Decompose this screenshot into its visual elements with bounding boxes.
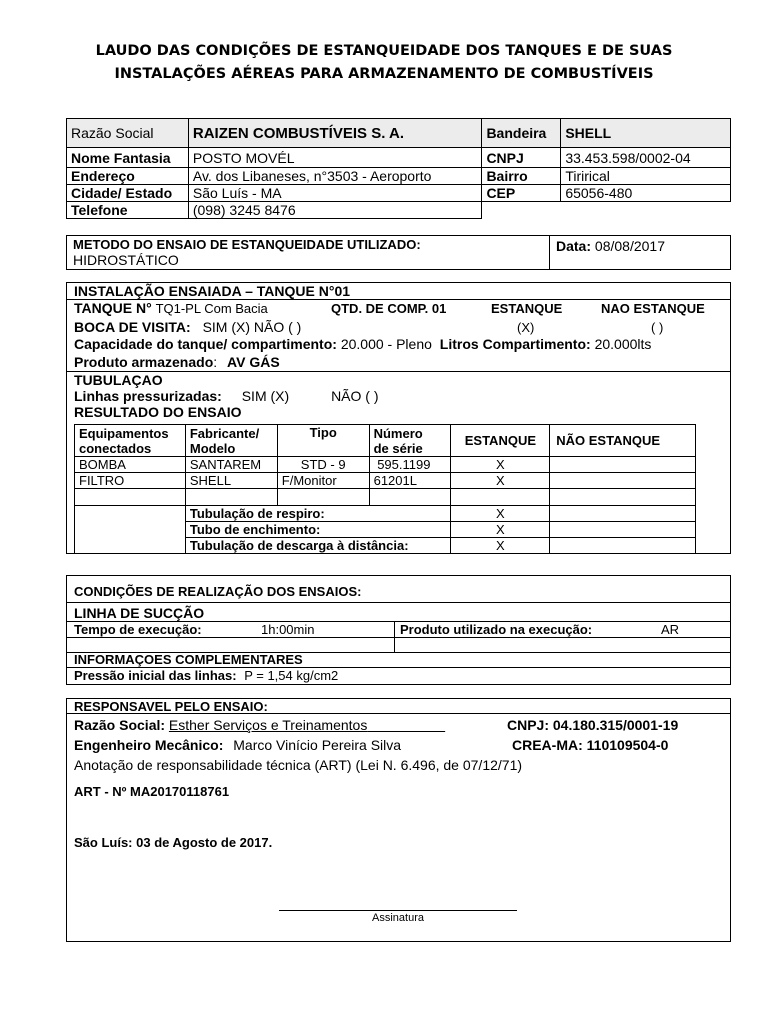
cell-estanque: X [451, 457, 550, 473]
engineer-label: Engenheiro Mecânico: [74, 737, 224, 753]
produto-armazenado [74, 354, 280, 370]
produto-label: Produto armazenado [74, 354, 214, 370]
bairro-value: Tirirical [561, 168, 731, 185]
cell-nao-estanque [550, 538, 696, 554]
nome-fantasia-value: POSTO MOVÉL [188, 148, 482, 168]
cell-tipo: STD - 9 [277, 457, 369, 473]
pressao-label: Pressão inicial das linhas: [74, 668, 237, 683]
resultado-heading: RESULTADO DO ENSAIO [74, 404, 242, 420]
test-date [556, 238, 665, 254]
cell-fab: SHELL [185, 473, 277, 489]
cell-empty [185, 489, 277, 506]
cell-nao-estanque [550, 506, 696, 522]
divider [67, 637, 730, 638]
boca-visita [74, 319, 301, 335]
col-estanque: ESTANQUE [451, 425, 550, 457]
empty-cell [561, 202, 731, 219]
telefone-label: Telefone [67, 202, 189, 219]
estanque-mark: (X) [517, 320, 535, 335]
cell-nao-estanque [550, 457, 696, 473]
cidade-estado-label: Cidade/ Estado [67, 185, 189, 202]
endereco-label: Endereço [67, 168, 189, 185]
linhas-sim: SIM (X) [241, 388, 290, 404]
cell-tipo: F/Monitor [277, 473, 369, 489]
results-table [74, 424, 696, 554]
tubulacao-heading: TUBULAÇAO [74, 372, 163, 388]
table-row [75, 457, 696, 473]
doc-title-line1: LAUDO DAS CONDIÇÕES DE ESTANQUEIDADE DOS TANQUES E DE SUAS [95, 43, 673, 59]
bandeira-label: Bandeira [482, 119, 561, 148]
tanque-label-group [74, 300, 268, 316]
nome-fantasia-label: Nome Fantasia [67, 148, 189, 168]
info-heading: INFORMAÇOES COMPLEMENTARES [74, 652, 303, 667]
capacidade [74, 336, 651, 352]
resp-cnpj: CNPJ: 04.180.315/0001-19 [507, 717, 679, 733]
extra-label: Tubo de enchimento: [185, 522, 451, 538]
cell-nao-estanque [550, 473, 696, 489]
produto-colon: : [213, 354, 218, 370]
cell-nao-estanque [550, 522, 696, 538]
resp-razao-value: Esther Serviços e Treinamentos [168, 717, 368, 733]
art-description: Anotação de responsabilidade técnica (ART) (Lei N. 6.496, de 07/12/71) [74, 757, 523, 773]
col-nao-estanque: NÃO ESTANQUE [550, 425, 696, 457]
method-box [66, 235, 731, 270]
col-fabricante-line2: Modelo [189, 440, 236, 456]
cell-estanque: X [451, 473, 550, 489]
cell-equip: BOMBA [75, 457, 186, 473]
cell-empty [451, 489, 550, 506]
responsible-heading: RESPONSAVEL PELO ENSAIO: [74, 699, 268, 714]
col-serie [369, 425, 451, 457]
extra-label: Tubulação de respiro: [185, 506, 451, 522]
produto-execucao-value: AR [661, 622, 680, 637]
linha-succao-heading: LINHA DE SUCÇÃO [74, 605, 205, 621]
divider [67, 371, 730, 372]
responsible-razao [74, 717, 445, 733]
cell-serie: 61201L [369, 473, 451, 489]
date-label: Data: [556, 238, 592, 254]
col-serie-line1: Número [373, 425, 423, 441]
razao-social-label: Razão Social [67, 119, 189, 148]
cell-equip: FILTRO [75, 473, 186, 489]
installation-box [66, 282, 731, 554]
nao-estanque-header: NAO ESTANQUE [601, 301, 705, 316]
crea: CREA-MA: 110109504-0 [512, 737, 669, 753]
engineer [74, 737, 401, 753]
cidade-estado-value: São Luís - MA [188, 185, 482, 202]
table-row [75, 489, 696, 506]
boca-visita-value: SIM (X) NÃO ( ) [202, 319, 302, 335]
endereco-value: Av. dos Libaneses, n°3503 - Aeroporto [188, 168, 482, 185]
telefone-value: (098) 3245 8476 [188, 202, 482, 219]
linhas-pressurizadas [74, 388, 379, 404]
col-serie-line2: de série [373, 440, 423, 456]
date-value: 08/08/2017 [594, 238, 665, 254]
cell-fab: SANTAREM [185, 457, 277, 473]
cnpj-label: CNPJ [482, 148, 561, 168]
company-table [66, 118, 731, 219]
table-row [75, 506, 696, 522]
tempo-value: 1h:00min [261, 622, 315, 637]
signature-label: Assinatura [372, 912, 424, 924]
nao-estanque-mark: ( ) [651, 320, 664, 335]
tanque-label: TANQUE N° [74, 300, 152, 316]
cell-estanque: X [451, 522, 550, 538]
cell-empty [550, 489, 696, 506]
tempo-label: Tempo de execução: [74, 622, 202, 637]
local-date: São Luís: 03 de Agosto de 2017. [74, 835, 273, 850]
qtd-comp-label: QTD. DE COMP. 01 [331, 301, 447, 316]
estanque-header: ESTANQUE [491, 301, 563, 316]
art-number: ART - Nº MA20170118761 [74, 784, 230, 799]
cell-empty [75, 489, 186, 506]
capacidade-label: Capacidade do tanque/ compartimento: [74, 336, 337, 352]
tanque-value: TQ1-PL Com Bacia [155, 301, 268, 316]
pressao [74, 668, 338, 683]
cep-label: CEP [482, 185, 561, 202]
linhas-nao: NÃO ( ) [331, 388, 379, 404]
empty-cell [482, 202, 561, 219]
col-tipo: Tipo [277, 425, 369, 457]
extra-label: Tubulação de descarga à distância: [185, 538, 451, 554]
col-fabricante [185, 425, 277, 457]
method-label: METODO DO ENSAIO DE ESTANQUEIDADE UTILIZADO: [73, 237, 421, 252]
capacidade-value: 20.000 - Pleno [340, 336, 432, 352]
bandeira-value: SHELL [561, 119, 731, 148]
divider [67, 713, 730, 714]
conditions-heading: CONDIÇÕES DE REALIZAÇÃO DOS ENSAIOS: [74, 584, 362, 599]
doc-title-line2: INSTALAÇÕES AÉREAS PARA ARMAZENAMENTO DE COMBUSTÍVEIS [114, 66, 654, 82]
cell-estanque: X [451, 506, 550, 522]
col-equipamentos-line2: conectados [79, 440, 152, 456]
col-fabricante-line1: Fabricante/ [189, 425, 260, 441]
boca-visita-label: BOCA DE VISITA: [74, 319, 191, 335]
table-row [75, 473, 696, 489]
responsible-box [66, 698, 731, 942]
conditions-box [66, 575, 731, 685]
litros-value: 20.000lts [594, 336, 652, 352]
col-equipamentos-line1: Equipamentos [79, 425, 169, 441]
cnpj-value: 33.453.598/0002-04 [561, 148, 731, 168]
cell-empty [277, 489, 369, 506]
divider [67, 602, 730, 603]
litros-label: Litros Compartimento: [439, 336, 591, 352]
cell-empty [75, 506, 186, 554]
cell-empty [369, 489, 451, 506]
resp-razao-underline [367, 717, 445, 733]
razao-social-value: RAIZEN COMBUSTÍVEIS S. A. [188, 119, 482, 148]
installation-heading: INSTALAÇÃO ENSAIADA – TANQUE N°01 [74, 283, 351, 299]
resp-razao-label: Razão Social: [74, 717, 166, 733]
produto-value: AV GÁS [227, 354, 280, 370]
col-equipamentos [75, 425, 186, 457]
cell-serie: 595.1199 [369, 457, 451, 473]
signature-line [279, 910, 517, 911]
method-value: HIDROSTÁTICO [73, 252, 179, 268]
method-divider [549, 236, 550, 269]
cell-estanque: X [451, 538, 550, 554]
pressao-value: P = 1,54 kg/cm2 [244, 668, 339, 683]
linhas-label: Linhas pressurizadas: [74, 388, 222, 404]
engineer-name: Marco Vinício Pereira Silva [233, 737, 402, 753]
cep-value: 65056-480 [561, 185, 731, 202]
produto-execucao-label: Produto utilizado na execução: [400, 622, 593, 637]
bairro-label: Bairro [482, 168, 561, 185]
